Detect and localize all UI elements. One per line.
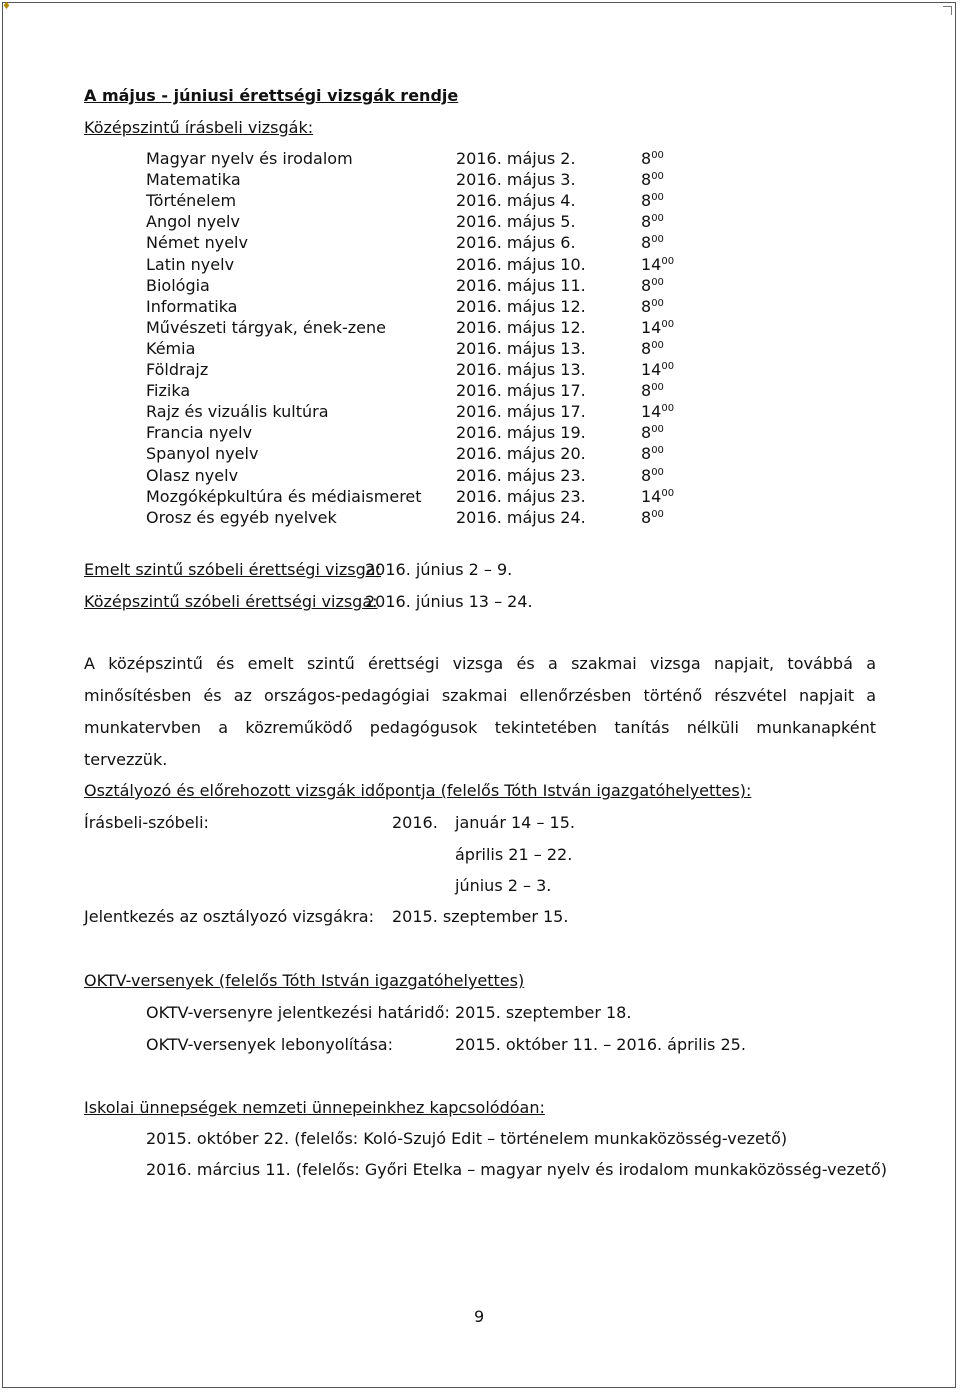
page-title: A május - júniusi érettségi vizsgák rendje — [84, 86, 459, 105]
advanced-oral-label: Emelt szintű szóbeli érettségi vizsga: — [84, 560, 381, 579]
exam-minutes: 00 — [661, 403, 675, 415]
exam-subject: Rajz és vizuális kultúra — [146, 402, 329, 422]
written-oral-label: Írásbeli-szóbeli: — [84, 813, 209, 832]
exam-date: 2016. május 6. — [456, 233, 576, 253]
exam-time — [641, 466, 664, 486]
exam-hour: 8 — [641, 507, 652, 527]
exam-date: 2016. május 13. — [456, 338, 586, 358]
exam-minutes: 00 — [651, 213, 664, 225]
exam-hour: 8 — [641, 465, 652, 485]
exam-hour: 8 — [641, 170, 652, 190]
corner-fold-icon — [943, 6, 952, 15]
exam-minutes: 00 — [651, 150, 664, 161]
exam-minutes: 00 — [661, 318, 675, 330]
classifying-date: április 21 – 22. — [455, 845, 573, 864]
ceremony-line: 2015. október 22. (felelős: Koló-Szujó Edit – történelem munkaközösség-vezető) — [146, 1129, 788, 1148]
exam-minutes: 00 — [651, 276, 664, 288]
oktv-deadline-value: 2015. szeptember 18. — [455, 1003, 632, 1022]
exam-time — [641, 191, 664, 211]
exam-hour: 14 — [641, 402, 662, 422]
exam-time — [641, 339, 664, 359]
exam-time — [641, 423, 664, 443]
exam-hour: 8 — [641, 191, 652, 211]
exam-time — [641, 233, 664, 253]
exam-hour: 8 — [641, 381, 652, 401]
exam-date: 2016. május 12. — [456, 317, 586, 337]
mid-oral-label: Középszintű szóbeli érettségi vizsga: — [84, 592, 378, 611]
exam-date: 2016. május 24. — [456, 507, 586, 527]
exam-hour: 8 — [641, 423, 652, 443]
exam-time — [641, 360, 674, 380]
exam-time — [641, 297, 664, 317]
registration-value: 2015. szeptember 15. — [392, 907, 569, 926]
exam-minutes: 00 — [651, 234, 664, 246]
exam-subject: Orosz és egyéb nyelvek — [146, 507, 337, 527]
exam-time — [641, 276, 664, 296]
written-exams-heading: Középszintű írásbeli vizsgák: — [84, 118, 314, 137]
classifying-year: 2016. — [392, 813, 438, 832]
exam-minutes: 00 — [651, 171, 664, 183]
exam-hour: 14 — [641, 317, 662, 337]
ceremony-line: 2016. március 11. (felelős: Győri Etelka – magyar nyelv és irodalom munkaközösség-vezető) — [146, 1160, 888, 1179]
exam-time — [641, 170, 664, 190]
registration-label: Jelentkezés az osztályozó vizsgákra: — [84, 907, 374, 926]
info-paragraph: A középszintű és emelt szintű érettségi vizsga és a szakmai vizsga napjait, továbbá a minősítésben és az országos-pedagógiai szakmai ellenőrzésben történő részvétel napjait a munkatervben a közreműködő pedagógusok tekintetében tanítás nélküli munkanapként tervezzük. — [84, 654, 876, 769]
exam-subject: Földrajz — [146, 360, 209, 379]
exam-subject: Olasz nyelv — [146, 465, 239, 485]
exam-date: 2016. május 2. — [456, 149, 576, 168]
exam-time — [641, 318, 674, 338]
exam-subject: Kémia — [146, 338, 196, 358]
oktv-heading: OKTV-versenyek (felelős Tóth István igazgatóhelyettes) — [84, 971, 525, 990]
exam-time — [641, 212, 664, 232]
exam-minutes: 00 — [661, 487, 675, 499]
exam-hour: 8 — [641, 275, 652, 295]
exam-hour: 14 — [641, 360, 662, 379]
exam-date: 2016. május 19. — [456, 423, 586, 443]
pin-icon: ♦ — [2, 1, 11, 12]
exam-minutes: 00 — [651, 297, 664, 309]
exam-minutes: 00 — [651, 192, 664, 204]
exam-time — [641, 508, 664, 528]
page-number: 9 — [474, 1307, 485, 1326]
exam-date: 2016. május 5. — [456, 212, 576, 232]
exam-subject: Művészeti tárgyak, ének-zene — [146, 317, 386, 337]
exam-minutes: 00 — [651, 445, 664, 457]
exam-minutes: 00 — [661, 255, 675, 267]
exam-minutes: 00 — [661, 361, 675, 372]
exam-date: 2016. május 12. — [456, 296, 586, 316]
exam-date: 2016. május 17. — [456, 381, 586, 401]
exam-minutes: 00 — [651, 466, 664, 478]
exam-subject: Spanyol nyelv — [146, 444, 259, 464]
exam-time — [641, 149, 664, 169]
exam-hour: 8 — [641, 296, 652, 316]
exam-minutes: 00 — [651, 382, 664, 394]
exam-subject: Fizika — [146, 381, 191, 401]
exam-hour: 14 — [641, 486, 662, 506]
exam-date: 2016. május 13. — [456, 360, 586, 379]
exam-date: 2016. május 10. — [456, 254, 586, 274]
exam-date: 2016. május 3. — [456, 170, 576, 190]
exam-time — [641, 444, 664, 464]
exam-minutes: 00 — [651, 339, 664, 351]
exam-subject: Francia nyelv — [146, 423, 253, 443]
exam-time — [641, 381, 664, 401]
exam-date: 2016. május 23. — [456, 465, 586, 485]
exam-date: 2016. május 23. — [456, 486, 586, 506]
exam-subject: Angol nyelv — [146, 212, 240, 232]
exam-subject: Biológia — [146, 275, 210, 295]
exam-date: 2016. május 17. — [456, 402, 586, 422]
exam-minutes: 00 — [651, 508, 664, 520]
classifying-date: január 14 – 15. — [455, 813, 575, 832]
classifying-heading: Osztályozó és előrehozott vizsgák időpontja (felelős Tóth István igazgatóhelyettes): — [84, 781, 752, 800]
exam-subject: Német nyelv — [146, 233, 248, 253]
exam-subject: Történelem — [146, 191, 237, 211]
exam-hour: 8 — [641, 149, 652, 168]
advanced-oral-value: 2016. június 2 – 9. — [365, 560, 513, 579]
exam-time — [641, 255, 674, 275]
exam-hour: 8 — [641, 338, 652, 358]
oktv-conduct-value: 2015. október 11. – 2016. április 25. — [455, 1035, 746, 1054]
exam-subject: Mozgóképkultúra és médiaismeret — [146, 486, 422, 506]
exam-time — [641, 402, 674, 422]
exam-subject: Magyar nyelv és irodalom — [146, 149, 353, 168]
exam-hour: 8 — [641, 233, 652, 253]
oktv-conduct-label: OKTV-versenyek lebonyolítása: — [146, 1035, 393, 1054]
exam-subject: Informatika — [146, 296, 238, 316]
ceremonies-heading: Iskolai ünnepségek nemzeti ünnepeinkhez kapcsolódóan: — [84, 1098, 545, 1117]
exam-date: 2016. május 11. — [456, 275, 586, 295]
exam-minutes: 00 — [651, 424, 664, 436]
mid-oral-value: 2016. június 13 – 24. — [365, 592, 533, 611]
exam-hour: 8 — [641, 444, 652, 464]
classifying-date: június 2 – 3. — [455, 876, 552, 895]
oktv-deadline-label: OKTV-versenyre jelentkezési határidő: — [146, 1003, 450, 1022]
exam-time — [641, 487, 674, 507]
exam-subject: Matematika — [146, 170, 241, 190]
exam-hour: 8 — [641, 212, 652, 232]
exam-date: 2016. május 20. — [456, 444, 586, 464]
exam-date: 2016. május 4. — [456, 191, 576, 211]
exam-subject: Latin nyelv — [146, 254, 235, 274]
exam-hour: 14 — [641, 254, 662, 274]
